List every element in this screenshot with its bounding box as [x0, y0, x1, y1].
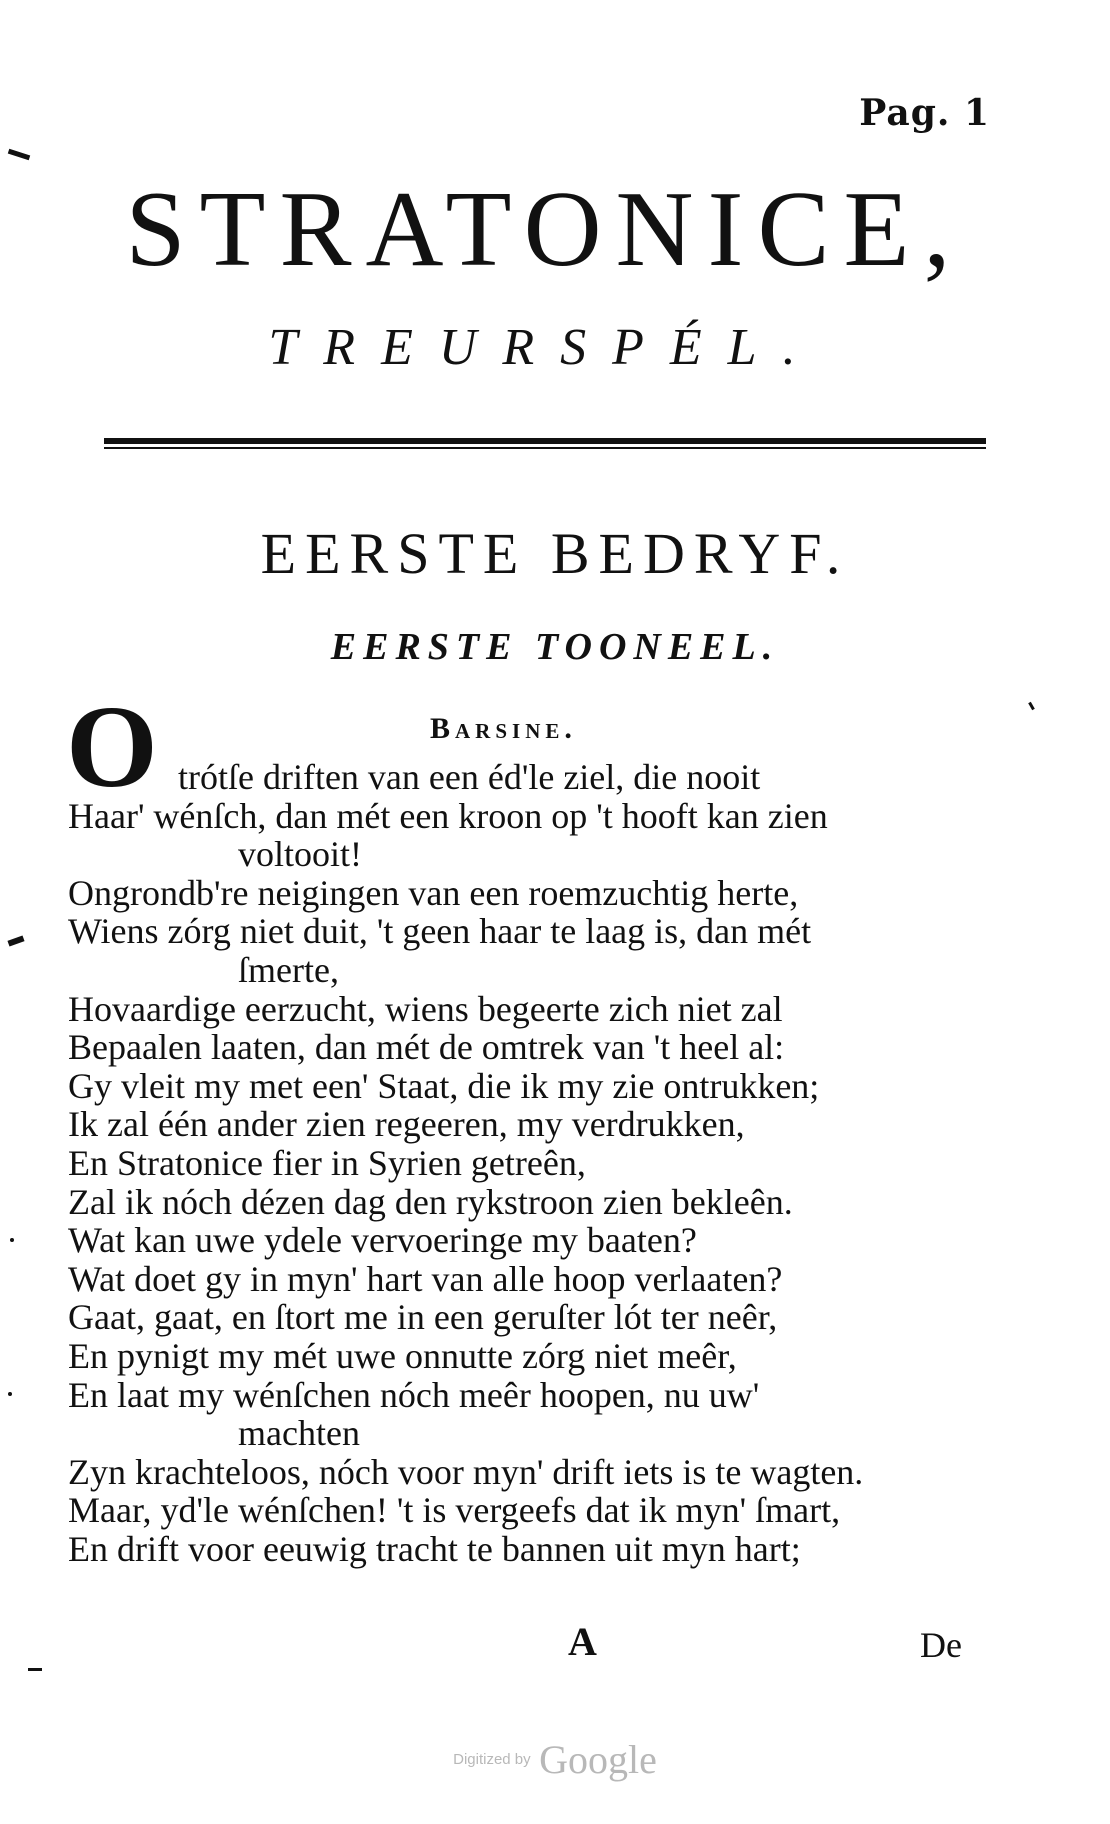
- margin-speck: [8, 149, 30, 161]
- margin-speck: [28, 1668, 42, 1671]
- verse-line: En laat my wénſchen nóch meêr hoopen, nu uw': [68, 1374, 760, 1415]
- verse-line: Gaat, gaat, en ſtort me in een geruſter lót ter neêr,: [68, 1297, 778, 1338]
- margin-speck: [1028, 702, 1035, 710]
- verse-line: Gy vleit my met een' Staat, die ik my zie ontrukken;: [68, 1065, 820, 1106]
- verse-line: Maar, yd'le wénſchen! 't is vergeefs dat ik myn' ſmart,: [68, 1490, 841, 1531]
- scene-heading: EERSTE TOONEEL.: [330, 626, 780, 668]
- verse-line: Hovaardige eerzucht, wiens begeerte zich niet zal: [68, 988, 783, 1029]
- verse-block: [0, 758, 1110, 1568]
- page-number: Pag. 1: [859, 92, 990, 134]
- verse-line: Haar' wénſch, dan mét een kroon op 't hooft kan zien: [68, 795, 828, 836]
- verse-line: Zal ik nóch dézen dag den rykstroon zien bekleên.: [68, 1181, 793, 1222]
- act-heading: EERSTE BEDRYF.: [260, 521, 850, 586]
- catchword: De: [920, 1625, 962, 1665]
- verse-line: ſmerte,: [238, 949, 339, 990]
- watermark-prefix: Digitized by: [453, 1751, 531, 1768]
- margin-speck: [8, 1392, 12, 1396]
- ornamental-rule: [104, 438, 986, 449]
- speaker-name: Barsine.: [430, 712, 577, 745]
- verse-line: Wiens zórg niet duit, 't geen haar te laag is, dan mét: [68, 911, 812, 952]
- play-subtitle: TREURSPÉL.: [268, 319, 822, 376]
- verse-line: Wat doet gy in myn' hart van alle hoop verlaaten?: [68, 1258, 783, 1299]
- drop-cap: O: [66, 681, 158, 812]
- play-title: STRATONICE,: [125, 170, 965, 289]
- verse-line: voltooit!: [238, 834, 362, 875]
- verse-line: Bepaalen laaten, dan mét de omtrek van 't heel al:: [68, 1027, 785, 1068]
- verse-line: Ongrondb're neigingen van een roemzuchtig herte,: [68, 872, 799, 913]
- margin-speck: [10, 1238, 14, 1242]
- signature-mark: A: [568, 1619, 597, 1664]
- verse-line: En Stratonice fier in Syrien getreên,: [68, 1142, 586, 1183]
- digitized-watermark: [0, 1736, 1110, 1783]
- watermark-brand: Google: [539, 1737, 657, 1782]
- verse-line: Zyn krachteloos, nóch voor myn' drift iets is te wagten.: [68, 1451, 864, 1492]
- verse-line: En drift voor eeuwig tracht te bannen uit myn hart;: [68, 1528, 801, 1569]
- verse-line: machten: [238, 1413, 360, 1454]
- verse-line: En pynigt my mét uwe onnutte zórg niet meêr,: [68, 1335, 737, 1376]
- verse-line: Wat kan uwe ydele vervoeringe my baaten?: [68, 1220, 697, 1261]
- verse-line: trótſe driften van een éd'le ziel, die nooit: [178, 757, 761, 797]
- verse-line: Ik zal één ander zien regeeren, my verdrukken,: [68, 1104, 745, 1145]
